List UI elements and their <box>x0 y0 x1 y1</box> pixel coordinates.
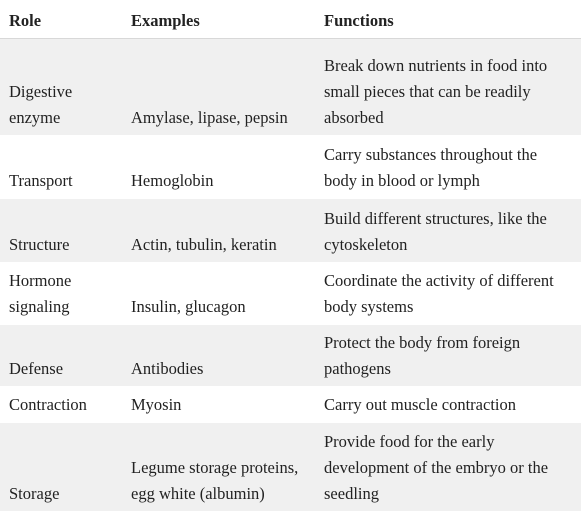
header-role: Role <box>0 0 122 39</box>
functions-cell: Build different structures, like the cytoskeleton <box>315 199 581 263</box>
table-header-row <box>0 0 581 39</box>
table-row <box>0 423 581 511</box>
header-functions: Functions <box>315 0 581 39</box>
examples-cell: Actin, tubulin, keratin <box>122 199 315 263</box>
table-row <box>0 387 581 423</box>
examples-cell: Hemoglobin <box>122 136 315 199</box>
table-row <box>0 199 581 263</box>
examples-cell: Myosin <box>122 387 315 423</box>
role-cell: Hormone signaling <box>0 263 122 325</box>
functions-cell: Protect the body from foreign pathogens <box>315 325 581 387</box>
functions-cell: Carry out muscle contraction <box>315 387 581 423</box>
functions-cell: Break down nutrients in food into small pieces that can be readily absorbed <box>315 39 581 136</box>
role-cell: Storage <box>0 423 122 511</box>
table-row <box>0 263 581 325</box>
role-cell: Defense <box>0 325 122 387</box>
role-cell: Contraction <box>0 387 122 423</box>
role-cell: Digestive enzyme <box>0 39 122 136</box>
functions-cell: Coordinate the activity of different body systems <box>315 263 581 325</box>
role-cell: Transport <box>0 136 122 199</box>
examples-cell: Antibodies <box>122 325 315 387</box>
examples-cell: Insulin, glucagon <box>122 263 315 325</box>
examples-cell: Legume storage proteins, egg white (albumin) <box>122 423 315 511</box>
table-row <box>0 136 581 199</box>
functions-cell: Provide food for the early development of the embryo or the seedling <box>315 423 581 511</box>
table-row <box>0 325 581 387</box>
role-cell: Structure <box>0 199 122 263</box>
functions-cell: Carry substances throughout the body in blood or lymph <box>315 136 581 199</box>
header-examples: Examples <box>122 0 315 39</box>
table-row <box>0 39 581 136</box>
examples-cell: Amylase, lipase, pepsin <box>122 39 315 136</box>
